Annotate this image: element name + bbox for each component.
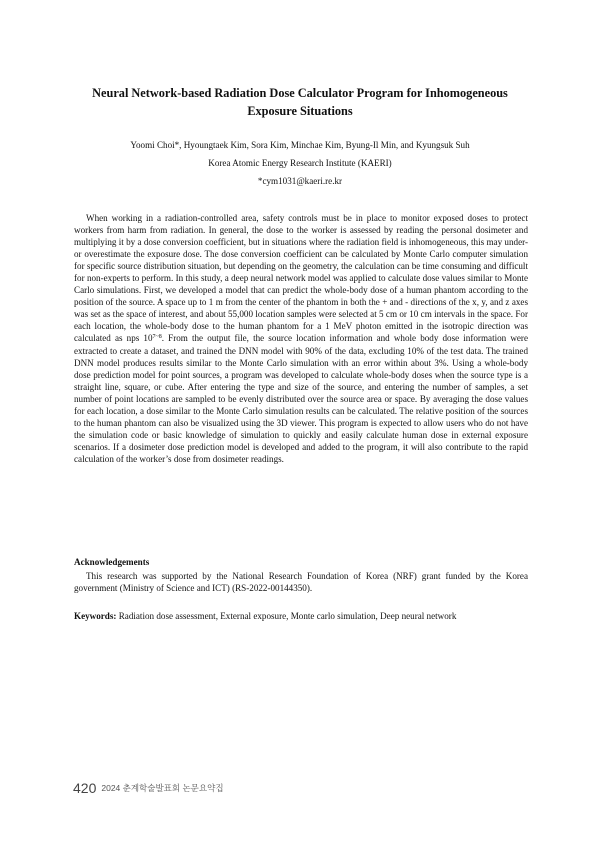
proceedings-title: 2024 춘계학술발표회 논문요약집 <box>101 782 224 793</box>
acknowledgements-heading: Acknowledgements <box>74 557 150 567</box>
keywords-label: Keywords: <box>74 611 117 621</box>
abstract-body <box>74 212 528 465</box>
paper-title <box>60 84 540 120</box>
nps-exponent: 7~8 <box>152 334 162 341</box>
keywords-list: Radiation dose assessment, External exposure, Monte carlo simulation, Deep neural network <box>118 611 457 621</box>
keywords-line <box>74 611 534 621</box>
affiliation: Korea Atomic Energy Research Institute (KAERI) <box>208 158 392 168</box>
title-line-2: Exposure Situations <box>247 104 353 118</box>
abstract-text-part-1: When working in a radiation-controlled area, safety controls must be in place to monitor exposed doses to protect workers from harm from radiation. In general, the dose to the worker is assessed by reading the personal dosimeter and multiplying it by a dose conversion coefficient, but in situations where the radiation field is inhomogeneous, this may under- or overestimate the exposure dose. The dose conversion coefficient can be calculated by Monte Carlo computer simulation for specific source distribution situation, but depending on the geometry, the calculation can be time consuming and difficult for non-experts to perform. In this study, a deep neural network model was applied to calculate dose values similar to Monte Carlo simulations. First, we developed a model that can predict the whole-body dose of a human phantom according to the position of the source. A space up to 1 m from the center of the phantom in both the + and - directions of the x, y, and z axes was set as the space of interest, and about 55,000 location samples were selected at 5 cm or 10 cm intervals in the space. For each location, the whole-body dose to the human phantom for a 1 MeV photon emitted in the isotropic direction was calculated as nps 10 <box>74 213 528 344</box>
page-number: 420 <box>73 779 97 796</box>
title-line-1: Neural Network-based Radiation Dose Calculator Program for Inhomogeneous <box>92 86 508 100</box>
abstract-text-part-2: . From the output file, the source location information and whole body dose information were extracted to create a dataset, and trained the DNN model with 90% of the data, excluding 10% of the test data. The trained DNN model produces results similar to the Monte Carlo simulation with an error within about 3%. Using a whole-body dose prediction model for point sources, a program was developed to calculate whole-body doses when the source type is a straight line, square, or cube. After entering the type and size of the source, and entering the number of samples, a set number of point locations are sampled to be evenly distributed over the source area or space. By averaging the dose values for each location, a dose similar to the Monte Carlo simulation results can be calculated. The relative position of the sources to the human phantom can also be visualized using the 3D viewer. This program is expected to allow users who do not have the simulation code or basic knowledge of simulation to quickly and easily calculate human dose in external exposure scenarios. If a dosimeter dose prediction model is developed and added to the program, it will also contribute to the rapid calculation of the worker’s dose from dosimeter readings. <box>74 333 528 464</box>
acknowledgements-body: This research was supported by the National Research Foundation of Korea (NRF) grant funded by the Korea government (Ministry of Science and ICT) (RS-2022-00144350). <box>74 571 528 594</box>
page-footer <box>73 779 224 797</box>
author-list: Yoomi Choi*, Hyoungtaek Kim, Sora Kim, Minchae Kim, Byung-Il Min, and Kyungsuk Suh <box>130 140 470 150</box>
corresponding-email: *cym1031@kaeri.re.kr <box>257 176 343 186</box>
